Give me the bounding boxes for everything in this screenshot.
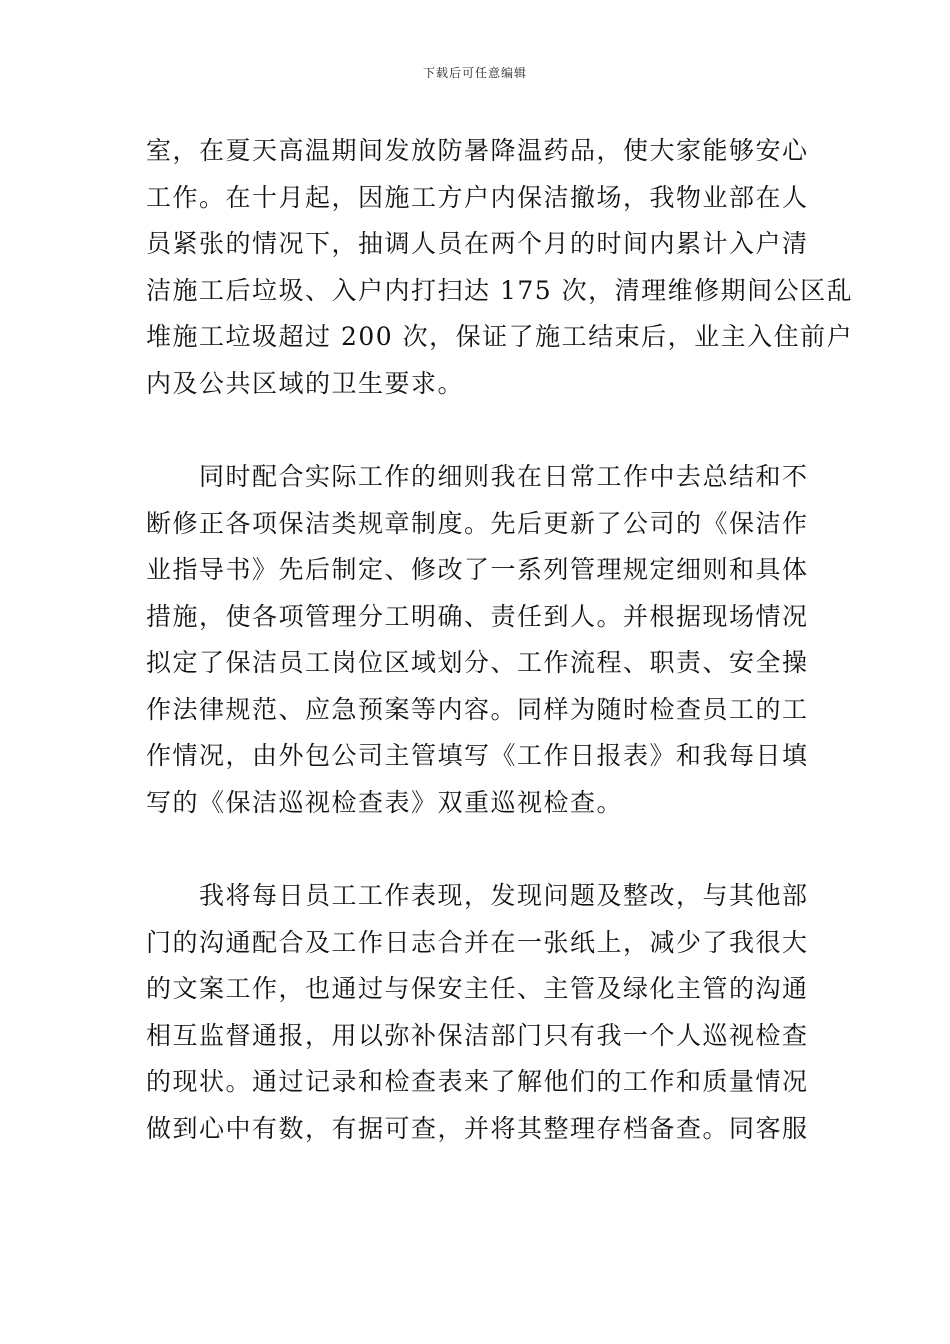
paragraph-2 — [146, 454, 810, 826]
text-line: 同时配合实际工作的细则我在日常工作中去总结和不 — [146, 462, 809, 491]
text-line: 拟定了保洁员工岗位区域划分、工作流程、职责、安全操 — [146, 648, 809, 677]
text-line: 门的沟通配合及工作日志合并在一张纸上，减少了我很大 — [146, 927, 809, 957]
text-line: 相互监督通报，用以弥补保洁部门只有我一个人巡视检查 — [146, 1020, 809, 1050]
text-line: 作情况，由外包公司主管填写《工作日报表》和我每日填 — [146, 741, 809, 770]
text-line: 室，在夏天高温期间发放防暑降温药品，使大家能够安心 — [146, 136, 809, 165]
text-line: 洁施工后垃圾、入户内打扫达 175 次，清理维修期间公区乱 — [146, 275, 854, 305]
text-line: 做到心中有数，有据可查，并将其整理存档备查。同客服 — [146, 1113, 809, 1143]
text-line: 写的《保洁巡视检查表》双重巡视检查。 — [146, 787, 624, 817]
document-body — [146, 128, 854, 1152]
text-line: 员紧张的情况下，抽调人员在两个月的时间内累计入户清 — [146, 229, 809, 258]
text-line: 作法律规范、应急预案等内容。同样为随时检查员工的工 — [146, 694, 809, 724]
text-line: 的现状。通过记录和检查表来了解他们的工作和质量情况 — [146, 1067, 809, 1096]
text-line: 内及公共区域的卫生要求。 — [146, 368, 465, 398]
text-line: 断修正各项保洁类规章制度。先后更新了公司的《保洁作 — [146, 508, 809, 538]
text-line: 工作。在十月起，因施工方户内保洁撤场，我物业部在人 — [146, 182, 809, 212]
paragraph-1 — [146, 128, 854, 407]
text-line: 我将每日员工工作表现，发现问题及整改，与其他部 — [146, 881, 809, 910]
paragraph-3 — [146, 873, 810, 1152]
text-line: 的文案工作，也通过与保安主任、主管及绿化主管的沟通 — [146, 974, 809, 1003]
page-header: 下载后可任意编辑 — [422, 66, 527, 80]
text-line: 堆施工垃圾超过 200 次，保证了施工结束后，业主入住前户 — [146, 322, 854, 351]
text-line: 措施，使各项管理分工明确、责任到人。并根据现场情况 — [146, 601, 809, 631]
text-line: 业指导书》先后制定、修改了一系列管理规定细则和具体 — [146, 555, 809, 584]
